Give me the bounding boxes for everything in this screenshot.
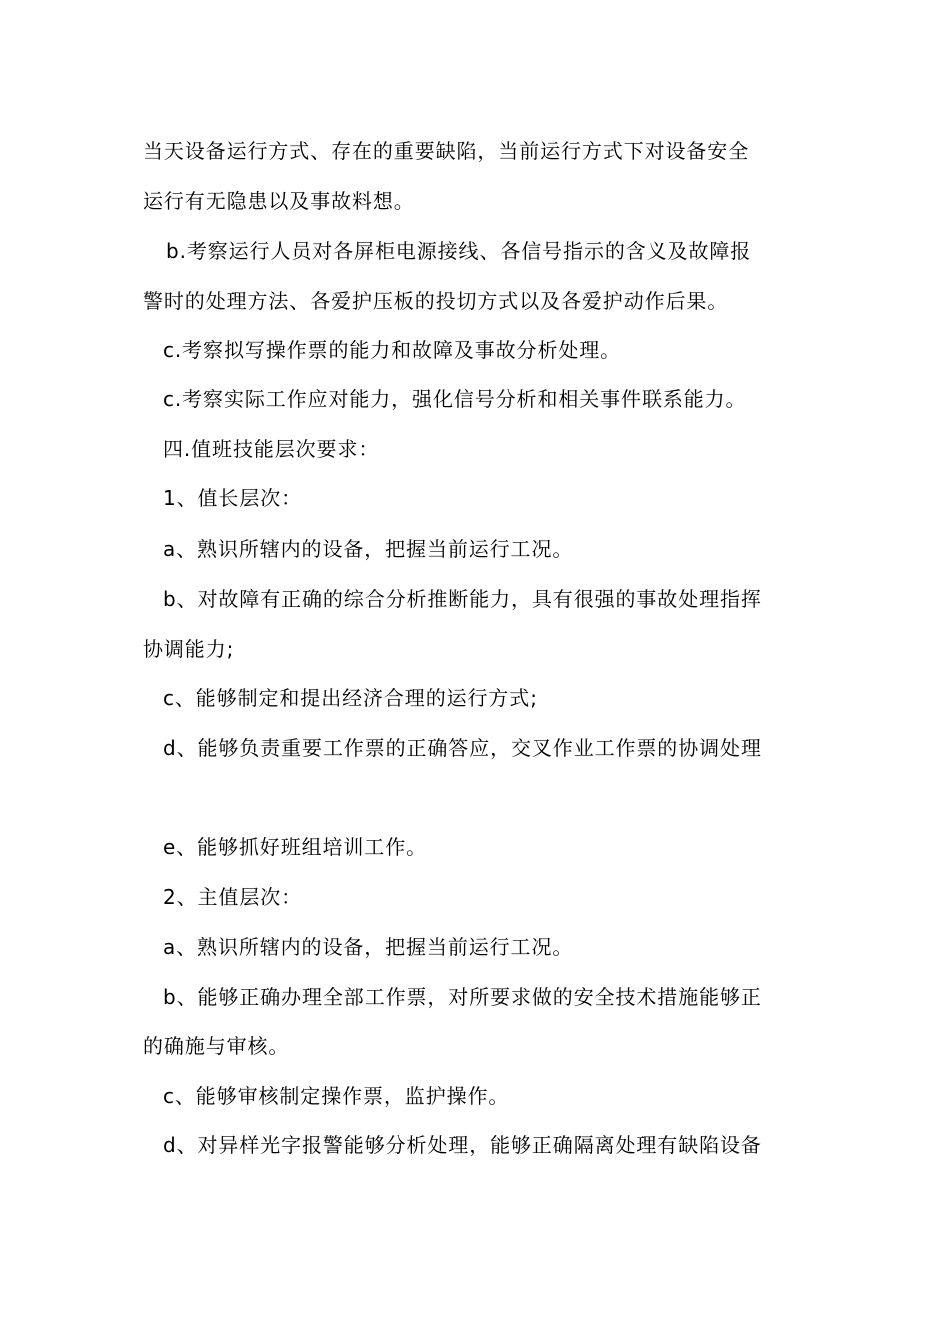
- list-item: c、能够审核制定操作票，监护操作。: [163, 1084, 510, 1108]
- list-item: d、能够负责重要工作票的正确答应，交叉作业工作票的协调处理: [163, 736, 762, 760]
- subsection-heading: 2、主值层次：: [163, 885, 303, 909]
- text-line: 警时的处理方法、各爱护压板的投切方式以及各爱护动作后果。: [143, 289, 729, 313]
- list-item: b、对故障有正确的综合分析推断能力，具有很强的事故处理指挥: [163, 587, 762, 611]
- text-line: 的确施与审核。: [143, 1034, 290, 1058]
- list-item: d、对异样光字报警能够分析处理，能够正确隔离处理有缺陷设备: [163, 1133, 762, 1157]
- list-item: c、能够制定和提出经济合理的运行方式;: [163, 686, 538, 710]
- text-line: 运行有无隐患以及事故料想。: [143, 189, 415, 213]
- list-item: b、能够正确办理全部工作票，对所要求做的安全技术措施能够正: [163, 985, 762, 1009]
- text-line: c.考察实际工作应对能力，强化信号分析和相关事件联系能力。: [163, 387, 747, 411]
- text-line: 协调能力;: [143, 637, 235, 661]
- list-item: e、能够抓好班组培训工作。: [163, 835, 428, 859]
- list-item: a、熟识所辖内的设备，把握当前运行工况。: [163, 537, 574, 561]
- section-heading: 四.值班技能层次要求：: [163, 437, 380, 461]
- text-line: 当天设备运行方式、存在的重要缺陷，当前运行方式下对设备安全: [143, 139, 750, 163]
- subsection-heading: 1、值长层次：: [163, 486, 303, 510]
- list-item: a、熟识所辖内的设备，把握当前运行工况。: [163, 935, 574, 959]
- text-line: b.考察运行人员对各屏柜电源接线、各信号指示的含义及故障报: [166, 239, 752, 263]
- text-line: c.考察拟写操作票的能力和故障及事故分析处理。: [163, 338, 622, 362]
